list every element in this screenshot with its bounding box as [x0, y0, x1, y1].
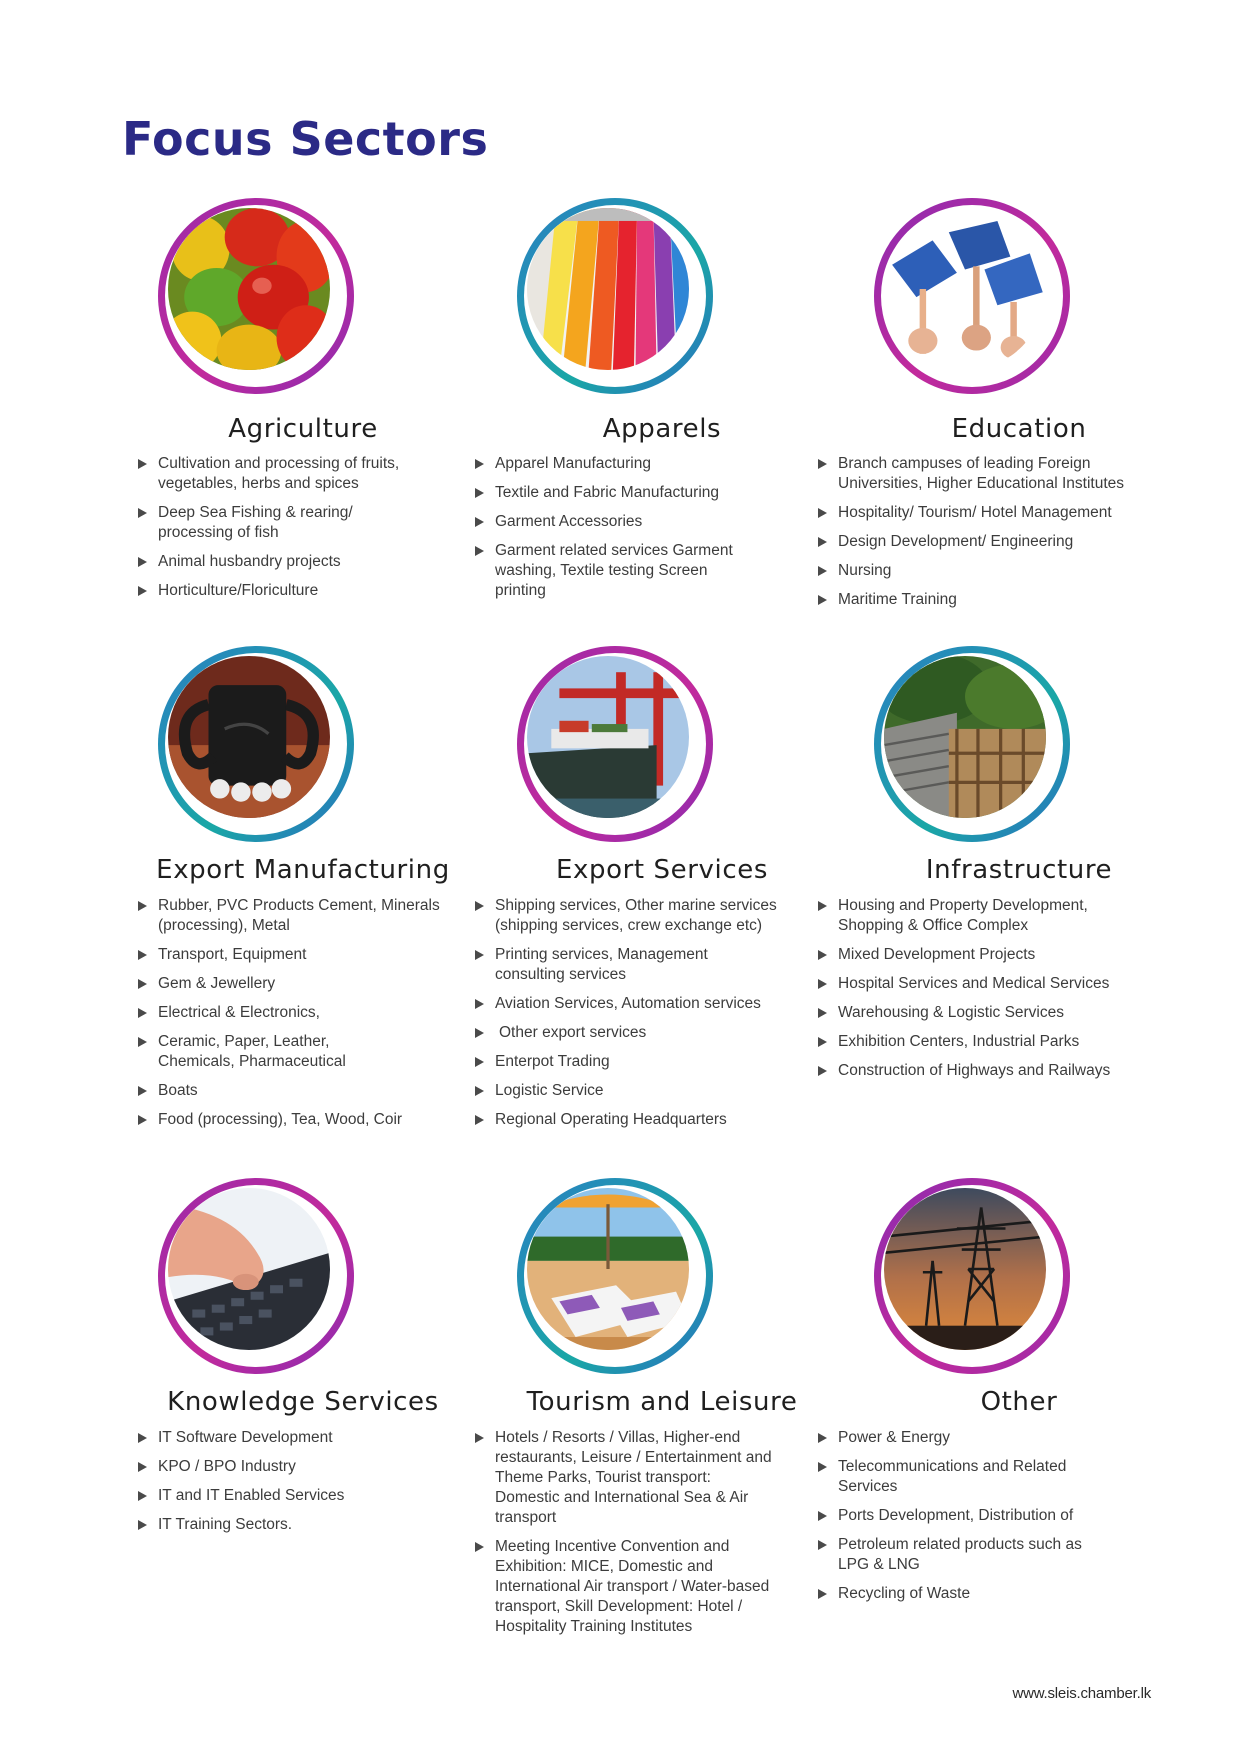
- triangle-bullet-icon: [138, 979, 147, 989]
- sector-image-ring: [874, 1178, 1070, 1374]
- sector-item-list: [475, 1428, 795, 1646]
- black-pottery-mug-photo: [168, 656, 330, 818]
- sector-item-list: [818, 896, 1138, 1090]
- footer-website-url[interactable]: www.sleis.chamber.lk: [1012, 1685, 1151, 1702]
- sector-image-ring: [158, 646, 354, 842]
- list-item: Textile and Fabric Manufacturing: [475, 483, 775, 503]
- sector-image-ring: [158, 198, 354, 394]
- sector-title: Infrastructure: [925, 855, 1113, 885]
- sector-item-list: [138, 1428, 438, 1544]
- list-item: Enterpot Trading: [475, 1052, 795, 1072]
- power-pylons-sunset-photo: [884, 1188, 1046, 1350]
- triangle-bullet-icon: [818, 1589, 827, 1599]
- list-item: Regional Operating Headquarters: [475, 1110, 795, 1130]
- list-item: Food (processing), Tea, Wood, Coir: [138, 1110, 448, 1130]
- triangle-bullet-icon: [475, 546, 484, 556]
- triangle-bullet-icon: [138, 1086, 147, 1096]
- list-item: Exhibition Centers, Industrial Parks: [818, 1032, 1138, 1052]
- list-item: Other export services: [475, 1023, 795, 1043]
- sector-image-ring: [874, 646, 1070, 842]
- triangle-bullet-icon: [475, 517, 484, 527]
- sector-image-ring: [874, 198, 1070, 394]
- cargo-ship-crane-photo: [527, 656, 689, 818]
- list-item: Horticulture/Floriculture: [138, 581, 438, 601]
- triangle-bullet-icon: [818, 459, 827, 469]
- triangle-bullet-icon: [818, 537, 827, 547]
- triangle-bullet-icon: [138, 557, 147, 567]
- triangle-bullet-icon: [818, 1462, 827, 1472]
- sector-title: Export Manufacturing: [156, 855, 450, 885]
- triangle-bullet-icon: [138, 1462, 147, 1472]
- sector-title: Apparels: [602, 414, 722, 444]
- list-item: Rubber, PVC Products Cement, Minerals (processing), Metal: [138, 896, 448, 936]
- triangle-bullet-icon: [818, 950, 827, 960]
- typing-keyboard-photo: [168, 1188, 330, 1350]
- triangle-bullet-icon: [138, 1520, 147, 1530]
- bell-peppers-photo: [168, 208, 330, 370]
- triangle-bullet-icon: [138, 950, 147, 960]
- triangle-bullet-icon: [475, 1057, 484, 1067]
- construction-site-photo: [884, 656, 1046, 818]
- list-item: Aviation Services, Automation services: [475, 994, 795, 1014]
- triangle-bullet-icon: [475, 488, 484, 498]
- triangle-bullet-icon: [818, 1066, 827, 1076]
- triangle-bullet-icon: [475, 459, 484, 469]
- sector-item-list: [475, 454, 775, 610]
- sector-image-ring: [517, 1178, 713, 1374]
- sector-title: Other: [980, 1387, 1058, 1417]
- list-item: Housing and Property Development, Shopping & Office Complex: [818, 896, 1138, 936]
- list-item: Apparel Manufacturing: [475, 454, 775, 474]
- list-item: Gem & Jewellery: [138, 974, 448, 994]
- triangle-bullet-icon: [818, 1008, 827, 1018]
- list-item: Garment related services Garment washing, Textile testing Screen printing: [475, 541, 775, 601]
- triangle-bullet-icon: [475, 1028, 484, 1038]
- list-item: Animal husbandry projects: [138, 552, 438, 572]
- list-item: IT Software Development: [138, 1428, 438, 1448]
- list-item: IT and IT Enabled Services: [138, 1486, 438, 1506]
- list-item: Recycling of Waste: [818, 1584, 1138, 1604]
- sector-title: Agriculture: [228, 414, 378, 444]
- list-item: Branch campuses of leading Foreign Universities, Higher Educational Institutes: [818, 454, 1138, 494]
- page-title: Focus Sectors: [122, 112, 489, 166]
- triangle-bullet-icon: [818, 1037, 827, 1047]
- triangle-bullet-icon: [475, 999, 484, 1009]
- triangle-bullet-icon: [475, 901, 484, 911]
- sector-title: Knowledge Services: [167, 1387, 439, 1417]
- triangle-bullet-icon: [138, 1037, 147, 1047]
- sector-title: Export Services: [555, 855, 768, 885]
- sector-image-ring: [158, 1178, 354, 1374]
- triangle-bullet-icon: [138, 1008, 147, 1018]
- beach-loungers-photo: [527, 1188, 689, 1350]
- triangle-bullet-icon: [475, 950, 484, 960]
- sector-item-list: [818, 1428, 1138, 1613]
- triangle-bullet-icon: [138, 508, 147, 518]
- list-item: Hotels / Resorts / Villas, Higher-end restaurants, Leisure / Entertainment and Theme Parks, Tourist transport: Domestic and International Sea & Air transport: [475, 1428, 795, 1528]
- triangle-bullet-icon: [138, 459, 147, 469]
- list-item: Deep Sea Fishing & rearing/ processing of fish: [138, 503, 438, 543]
- list-item: IT Training Sectors.: [138, 1515, 438, 1535]
- list-item: Boats: [138, 1081, 448, 1101]
- sector-title: Education: [951, 414, 1087, 444]
- sector-item-list: [138, 454, 438, 610]
- triangle-bullet-icon: [818, 1433, 827, 1443]
- list-item: KPO / BPO Industry: [138, 1457, 438, 1477]
- triangle-bullet-icon: [818, 979, 827, 989]
- triangle-bullet-icon: [818, 508, 827, 518]
- colorful-shirts-photo: [527, 208, 689, 370]
- list-item: Construction of Highways and Railways: [818, 1061, 1138, 1081]
- triangle-bullet-icon: [138, 901, 147, 911]
- list-item: Power & Energy: [818, 1428, 1138, 1448]
- triangle-bullet-icon: [138, 1433, 147, 1443]
- list-item: Warehousing & Logistic Services: [818, 1003, 1138, 1023]
- triangle-bullet-icon: [818, 566, 827, 576]
- sector-title: Tourism and Leisure: [526, 1387, 798, 1417]
- sector-image-ring: [517, 198, 713, 394]
- triangle-bullet-icon: [138, 1115, 147, 1125]
- triangle-bullet-icon: [818, 595, 827, 605]
- triangle-bullet-icon: [475, 1433, 484, 1443]
- sector-item-list: [138, 896, 448, 1139]
- triangle-bullet-icon: [818, 901, 827, 911]
- graduation-caps-photo: [884, 208, 1046, 370]
- list-item: Transport, Equipment: [138, 945, 448, 965]
- list-item: Mixed Development Projects: [818, 945, 1138, 965]
- triangle-bullet-icon: [138, 1491, 147, 1501]
- list-item: Maritime Training: [818, 590, 1138, 610]
- sector-item-list: [475, 896, 795, 1139]
- list-item: Logistic Service: [475, 1081, 795, 1101]
- triangle-bullet-icon: [475, 1115, 484, 1125]
- triangle-bullet-icon: [475, 1542, 484, 1552]
- list-item: Cultivation and processing of fruits, vegetables, herbs and spices: [138, 454, 438, 494]
- list-item: Ports Development, Distribution of: [818, 1506, 1138, 1526]
- list-item: Petroleum related products such as LPG & LNG: [818, 1535, 1138, 1575]
- list-item: Ceramic, Paper, Leather, Chemicals, Pharmaceutical: [138, 1032, 448, 1072]
- list-item: Electrical & Electronics,: [138, 1003, 448, 1023]
- list-item: Garment Accessories: [475, 512, 775, 532]
- list-item: Meeting Incentive Convention and Exhibition: MICE, Domestic and International Air transport / Water-based transport, Skill Development: Hotel / Hospitality Training Institutes: [475, 1537, 795, 1637]
- sector-item-list: [818, 454, 1138, 619]
- list-item: Hospital Services and Medical Services: [818, 974, 1138, 994]
- triangle-bullet-icon: [475, 1086, 484, 1096]
- sector-image-ring: [517, 646, 713, 842]
- triangle-bullet-icon: [138, 586, 147, 596]
- list-item: Nursing: [818, 561, 1138, 581]
- list-item: Hospitality/ Tourism/ Hotel Management: [818, 503, 1138, 523]
- triangle-bullet-icon: [818, 1540, 827, 1550]
- list-item: Telecommunications and Related Services: [818, 1457, 1138, 1497]
- list-item: Shipping services, Other marine services (shipping services, crew exchange etc): [475, 896, 795, 936]
- list-item: Design Development/ Engineering: [818, 532, 1138, 552]
- triangle-bullet-icon: [818, 1511, 827, 1521]
- list-item: Printing services, Management consulting services: [475, 945, 795, 985]
